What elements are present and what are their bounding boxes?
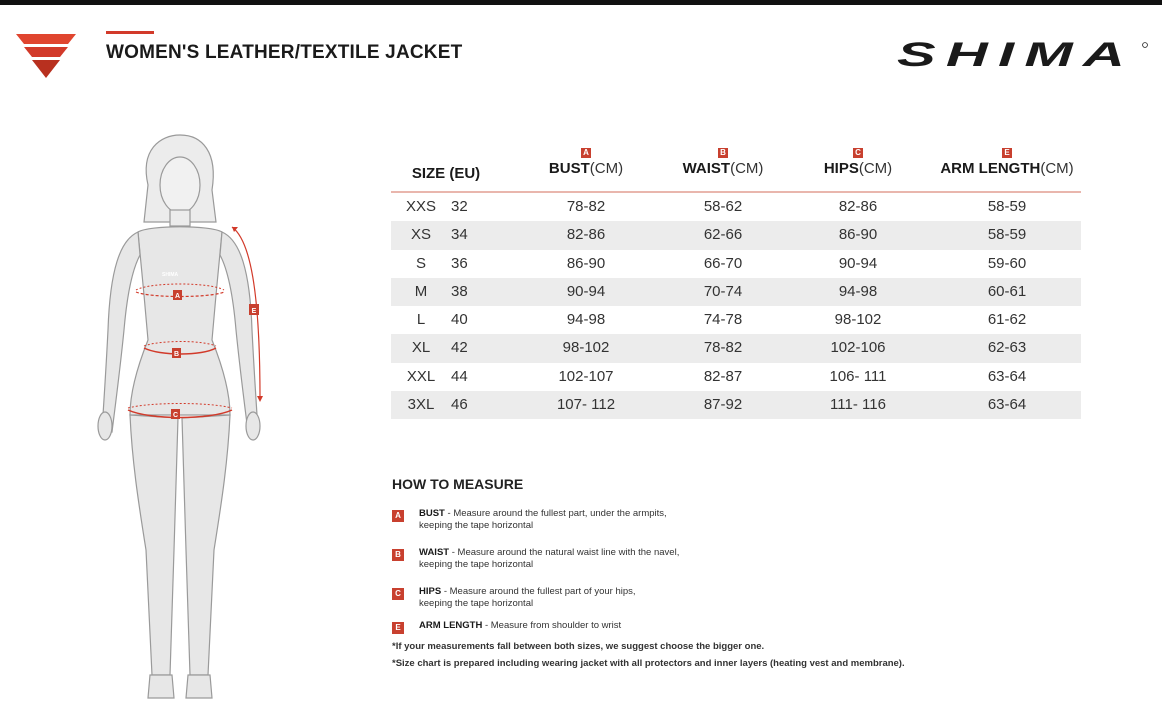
cell-hips: 82-86 xyxy=(838,198,878,215)
header-hips-name: HIPS xyxy=(823,160,859,177)
cell-waist: 78-82 xyxy=(703,339,743,357)
cell-arm: 63-64 xyxy=(987,396,1027,414)
cell-size: M xyxy=(414,282,428,300)
cell-eu: 38 xyxy=(451,282,468,300)
marker-a-label: A xyxy=(174,293,181,300)
measure-text-2: keeping the tape horizontal xyxy=(419,520,534,531)
measure-item-arm-length xyxy=(392,620,1072,632)
note-between-sizes: *If your measurements fall between both sizes, we suggest choose the bigger one. xyxy=(392,641,765,652)
header-bust-name: BUST xyxy=(548,160,590,177)
header-waist-badge: B xyxy=(718,148,728,158)
measure-text: - Measure around the fullest part, under the armpits, xyxy=(444,508,667,519)
title-accent-line xyxy=(106,31,154,34)
cell-waist: 58-62 xyxy=(703,198,743,215)
cell-waist: 87-92 xyxy=(703,396,743,414)
cell-arm: 62-63 xyxy=(987,339,1027,357)
cell-bust: 90-94 xyxy=(566,282,606,300)
header-size: SIZE (EU) xyxy=(411,165,481,182)
header-arm-unit: (CM) xyxy=(1040,160,1074,177)
measure-item-waist xyxy=(392,547,1072,571)
cell-hips: 98-102 xyxy=(834,311,882,329)
cell-eu: 44 xyxy=(451,367,468,385)
cell-size: 3XL xyxy=(407,396,435,414)
header-waist-name: WAIST xyxy=(682,160,731,177)
cell-bust: 86-90 xyxy=(566,254,606,272)
measure-text-2: keeping the tape horizontal xyxy=(419,598,534,609)
table-row xyxy=(391,334,1081,362)
header-hips-unit: (CM) xyxy=(858,160,893,177)
how-to-measure-title: HOW TO MEASURE xyxy=(392,476,524,492)
marker-c-label: C xyxy=(172,412,179,419)
measure-text: - Measure from shoulder to wrist xyxy=(482,620,622,631)
marker-b-label: B xyxy=(173,351,180,358)
table-row xyxy=(391,363,1081,391)
header-arm-length xyxy=(933,145,1081,191)
top-border xyxy=(0,0,1162,5)
cell-bust: 82-86 xyxy=(566,226,606,244)
table-row xyxy=(391,306,1081,334)
table-row xyxy=(391,221,1081,249)
measure-text: - Measure around the fullest part of your hips, xyxy=(441,586,636,597)
table-row xyxy=(391,391,1081,419)
header-hips-badge: C xyxy=(853,148,863,158)
cell-hips: 102-106 xyxy=(830,339,886,357)
cell-eu: 40 xyxy=(451,311,468,329)
cell-bust: 94-98 xyxy=(566,311,606,329)
how-to-measure-section xyxy=(392,476,1072,675)
header-bust-unit: (CM) xyxy=(589,160,624,177)
measure-label: BUST xyxy=(419,508,445,519)
measure-badge-e: E xyxy=(392,622,404,634)
shima-logo-mark-icon xyxy=(16,30,76,78)
measure-badge-c: C xyxy=(392,588,404,600)
cell-arm: 58-59 xyxy=(987,198,1027,215)
table-header xyxy=(391,145,1081,191)
cell-waist: 66-70 xyxy=(703,254,743,272)
header-waist xyxy=(663,145,783,191)
table-row xyxy=(391,278,1081,306)
chest-logo: SHIMA xyxy=(162,272,179,278)
cell-eu: 34 xyxy=(451,226,468,244)
cell-size: XXS xyxy=(405,198,436,215)
cell-bust: 98-102 xyxy=(562,339,610,357)
cell-size: XXL xyxy=(406,367,436,385)
brand-wordmark: SHIMA xyxy=(897,38,1135,72)
cell-arm: 61-62 xyxy=(987,311,1027,329)
measure-text: - Measure around the natural waist line with the navel, xyxy=(449,547,680,558)
cell-waist: 82-87 xyxy=(703,367,743,385)
measure-item-bust xyxy=(392,508,1072,532)
measure-label: ARM LENGTH xyxy=(419,620,483,631)
cell-hips: 106- 111 xyxy=(829,367,887,385)
header-bust-badge: A xyxy=(581,148,591,158)
cell-arm: 63-64 xyxy=(987,367,1027,385)
measure-label: HIPS xyxy=(419,586,442,597)
header-waist-unit: (CM) xyxy=(730,160,764,177)
cell-hips: 94-98 xyxy=(838,282,878,300)
measure-label: WAIST xyxy=(419,547,450,558)
measure-badge-b: B xyxy=(392,549,404,561)
cell-bust: 78-82 xyxy=(566,198,606,215)
page-title: WOMEN'S LEATHER/TEXTILE JACKET xyxy=(106,42,463,63)
measure-badge-a: A xyxy=(392,510,404,522)
header-arm-badge: E xyxy=(1002,148,1012,158)
cell-waist: 62-66 xyxy=(703,226,743,244)
note-size-chart: *Size chart is prepared including wearing jacket with all protectors and inner layers (heating vest and membrane). xyxy=(392,658,905,669)
measure-item-hips xyxy=(392,586,1072,610)
header-bust xyxy=(531,145,641,191)
cell-size: S xyxy=(415,254,426,272)
cell-eu: 36 xyxy=(451,254,468,272)
header-arm-name: ARM LENGTH xyxy=(940,160,1041,177)
cell-size: L xyxy=(416,311,426,329)
shima-brand-logo xyxy=(895,38,1150,72)
table-row xyxy=(391,193,1081,221)
marker-e-label: E xyxy=(251,308,257,315)
cell-bust: 102-107 xyxy=(558,367,614,385)
cell-arm: 58-59 xyxy=(987,226,1027,244)
cell-bust: 107- 112 xyxy=(556,396,616,414)
body-measurement-figure xyxy=(90,130,280,702)
measure-text-2: keeping the tape horizontal xyxy=(419,559,534,570)
cell-waist: 74-78 xyxy=(703,311,743,329)
cell-eu: 32 xyxy=(451,198,468,215)
cell-waist: 70-74 xyxy=(703,282,743,300)
table-body xyxy=(391,193,1081,419)
table-row xyxy=(391,250,1081,278)
cell-size: XL xyxy=(411,339,431,357)
header-hips xyxy=(803,145,913,191)
cell-arm: 59-60 xyxy=(987,254,1027,272)
size-chart-table xyxy=(391,145,1081,414)
cell-size: XS xyxy=(410,226,431,244)
cell-hips: 86-90 xyxy=(838,226,878,244)
cell-hips: 90-94 xyxy=(838,254,878,272)
cell-hips: 111- 116 xyxy=(830,396,886,414)
cell-eu: 42 xyxy=(451,339,468,357)
cell-eu: 46 xyxy=(451,396,468,414)
cell-arm: 60-61 xyxy=(987,282,1027,300)
